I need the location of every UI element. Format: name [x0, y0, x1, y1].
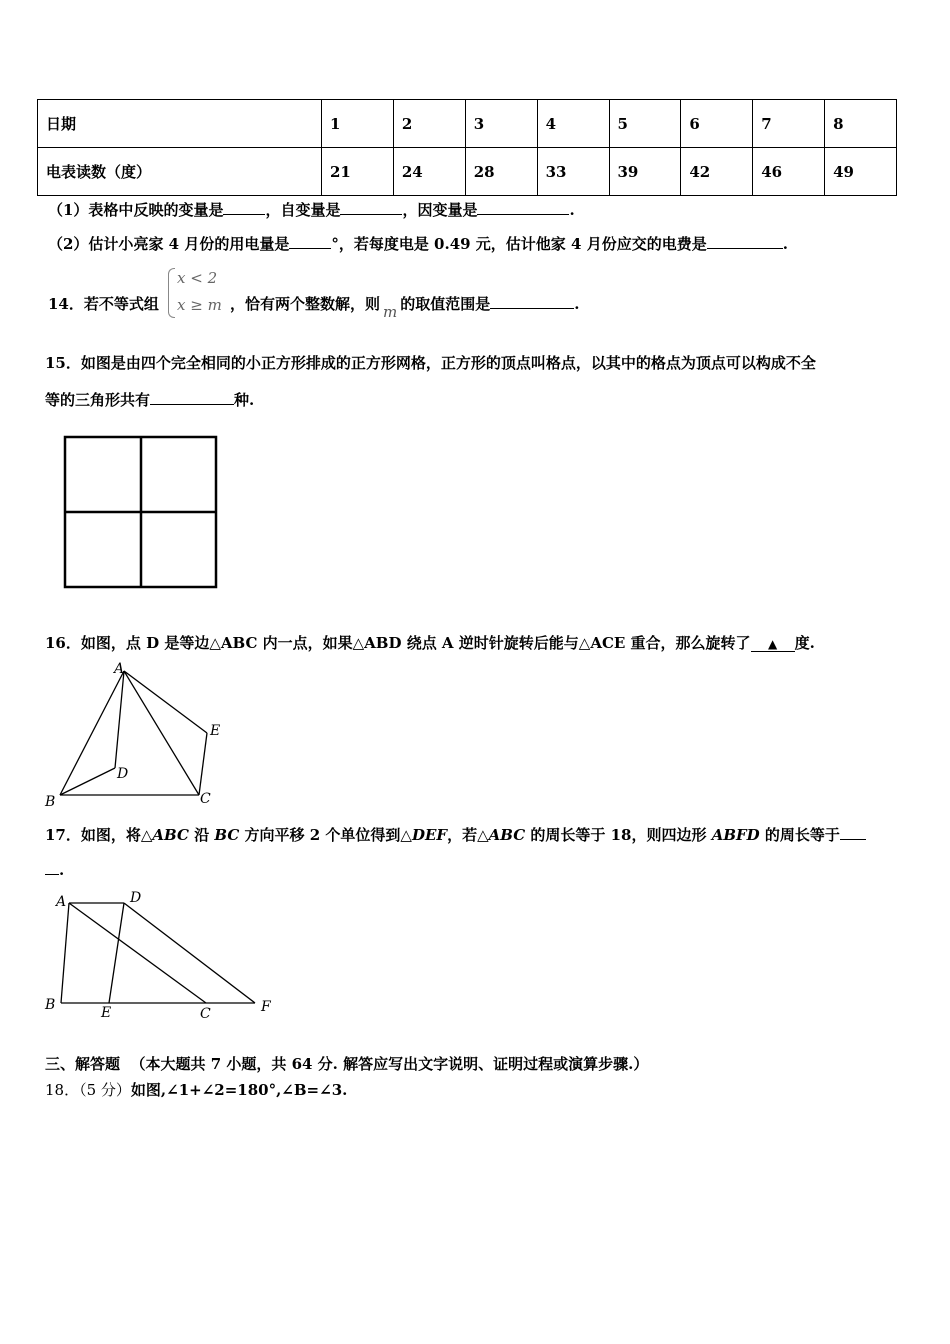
answer-blank	[45, 874, 59, 875]
q18: 18．（5 分）如图,∠1+∠2=180°,∠B=∠3.	[45, 1081, 348, 1099]
q14-text: ，恰有两个整数解，则 m 的取值范围是 .	[230, 295, 580, 321]
inequality-2: x ≥ m	[177, 296, 222, 314]
segment-DE	[109, 903, 124, 1003]
inequality-1: x < 2	[177, 269, 218, 287]
segment-BD	[60, 768, 115, 795]
answer-blank	[707, 248, 783, 249]
table-cell: 1	[322, 100, 394, 148]
table-cell: 42	[681, 148, 753, 196]
segment-AC	[124, 671, 199, 795]
label-A: A	[56, 894, 67, 910]
section-3-note: （本大题共 7 小题，共 64 分. 解答应写出文字说明、证明过程或演算步骤.）	[130, 1055, 649, 1073]
translation-figure	[40, 884, 280, 1024]
table-cell: 28	[465, 148, 537, 196]
table-row	[38, 100, 897, 148]
answer-blank: ▲	[751, 637, 795, 652]
q16-text: 16．如图，点 D 是等边△ABC 内一点，如果△ABD 绕点 A 逆时针旋转后能与△ACE 重合，那么旋转了 ▲ 度.	[45, 634, 815, 652]
label-D: D	[117, 766, 129, 782]
table-cell: 3	[465, 100, 537, 148]
q15-line2: 等的三角形共有 种.	[45, 391, 255, 409]
q13-part2: （2）估计小亮家 4 月份的用电量是 °，若每度电是 0.49 元，估计他家 4 月份应交的电费是 .	[48, 235, 788, 253]
answer-blank	[150, 404, 234, 405]
segment-AB	[61, 903, 69, 1003]
label-C: C	[200, 791, 211, 807]
table-row	[38, 148, 897, 196]
q15-line1: 15．如图是由四个完全相同的小正方形排成的正方形网格，正方形的顶点叫格点，以其中的格点为顶点可以构成不全	[45, 354, 816, 372]
section-3-header	[45, 1053, 648, 1074]
label-D: D	[130, 890, 142, 906]
label-E: E	[101, 1005, 112, 1021]
answer-blank	[477, 214, 569, 215]
table-cell: 21	[322, 148, 394, 196]
label-E: E	[210, 723, 221, 739]
answer-blank	[223, 214, 265, 215]
square-grid-figure	[60, 432, 222, 592]
table-cell: 8	[825, 100, 897, 148]
table-cell: 7	[753, 100, 825, 148]
brace-icon	[168, 268, 175, 318]
inequality-system	[168, 266, 226, 320]
table-cell: 5	[609, 100, 681, 148]
meter-reading-table	[37, 99, 897, 196]
label-C: C	[200, 1006, 211, 1022]
row-label-reading: 电表读数（度）	[38, 148, 322, 196]
segment-AE	[124, 671, 207, 733]
q17-line1: 17．如图，将△ABC 沿 BC 方向平移 2 个单位得到△DEF，若△ABC 的周长等于 18，则四边形 ABFD 的周长等于	[45, 824, 866, 845]
answer-blank	[490, 308, 574, 309]
table-cell: 33	[537, 148, 609, 196]
table-cell: 49	[825, 148, 897, 196]
segment-CE	[199, 733, 207, 795]
table-cell: 24	[393, 148, 465, 196]
segment-AB	[60, 671, 124, 795]
row-label-date: 日期	[38, 100, 322, 148]
label-B: B	[45, 794, 56, 810]
table-cell: 4	[537, 100, 609, 148]
segment-AC	[69, 903, 206, 1003]
label-A: A	[114, 661, 125, 677]
answer-blank	[289, 248, 331, 249]
table-cell: 39	[609, 148, 681, 196]
triangle-rotation-figure	[40, 660, 230, 810]
q14-prefix: 14．若不等式组	[48, 295, 159, 313]
table-cell: 6	[681, 100, 753, 148]
table-cell: 2	[393, 100, 465, 148]
section-3-title: 三、解答题	[45, 1055, 121, 1073]
q17-line2: .	[45, 861, 64, 879]
q13-part1: （1）表格中反映的变量是 ，自变量是 ，因变量是 .	[48, 201, 575, 219]
table-cell: 46	[753, 148, 825, 196]
label-B: B	[45, 997, 56, 1013]
label-F: F	[261, 999, 271, 1015]
answer-blank	[340, 214, 402, 215]
segment-DF	[124, 903, 255, 1003]
answer-blank	[840, 839, 866, 840]
